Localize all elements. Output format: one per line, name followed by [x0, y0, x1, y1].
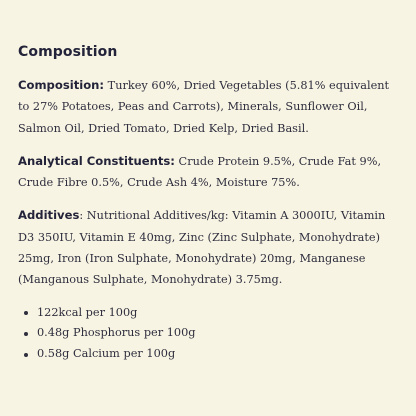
composition-panel: [18, 44, 408, 365]
page-title: Composition: [18, 44, 118, 60]
additives-line-1: [18, 205, 408, 226]
additives-section: [18, 205, 408, 290]
additives-text-1: : Nutritional Additives/kg: Vitamin A 3000IU, Vitamin: [79, 209, 386, 223]
additives-text-3: 25mg, Iron (Iron Sulphate, Monohydrate) 20mg, Manganese: [18, 252, 366, 266]
fact-text: 0.48g Phosphorus per 100g: [37, 326, 196, 340]
composition-line-1: [18, 75, 408, 96]
analytical-line-1: [18, 151, 408, 172]
nutrition-facts-list: [18, 303, 408, 365]
composition-label: Composition:: [18, 78, 105, 92]
analytical-section: [18, 151, 408, 194]
analytical-label: Analytical Constituents:: [18, 153, 175, 168]
additives-label: Additives: [18, 208, 80, 223]
list-item: [24, 323, 408, 344]
fact-text: 0.58g Calcium per 100g: [37, 347, 176, 361]
bullet-icon: [24, 353, 28, 357]
bullet-icon: [24, 311, 28, 315]
additives-text-2: D3 350IU, Vitamin E 40mg, Zinc (Zinc Sulphate, Monohydrate): [18, 230, 381, 244]
list-item: [24, 303, 408, 324]
list-item: [24, 344, 408, 365]
additives-text-4: (Manganous Sulphate, Monohydrate) 3.75mg.: [18, 273, 283, 287]
fact-text: 122kcal per 100g: [37, 305, 138, 319]
composition-text-2: to 27% Potatoes, Peas and Carrots), Minerals, Sunflower Oil,: [18, 100, 368, 114]
analytical-text-1: Crude Protein 9.5%, Crude Fat 9%,: [174, 154, 382, 168]
analytical-text-2: Crude Fibre 0.5%, Crude Ash 4%, Moisture 75%.: [18, 176, 300, 190]
composition-section: [18, 75, 408, 139]
composition-text-1: Turkey 60%, Dried Vegetables (5.81% equivalent: [104, 79, 390, 92]
bullet-icon: [24, 332, 28, 336]
composition-text-3: Salmon Oil, Dried Tomato, Dried Kelp, Dried Basil.: [18, 121, 309, 135]
